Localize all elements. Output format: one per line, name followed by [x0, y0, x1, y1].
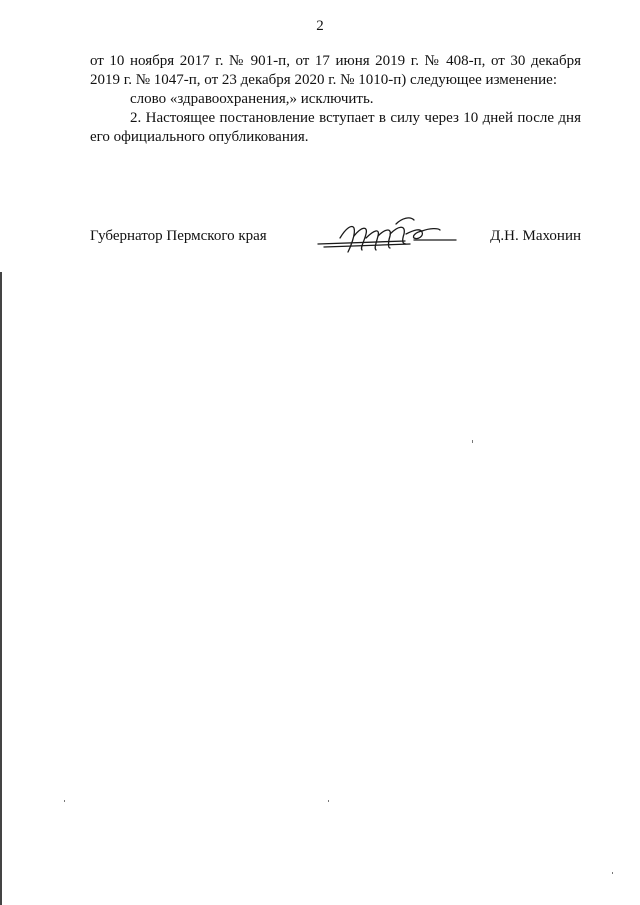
scan-speck: [472, 440, 473, 443]
paragraph-change: слово «здравоохранения,» исключить.: [130, 91, 374, 107]
scan-speck: [64, 800, 65, 802]
signatory-name: Д.Н. Махонин: [490, 228, 581, 244]
page-number: 2: [316, 18, 324, 34]
paragraph-continued: от 10 ноября 2017 г. № 901-п, от 17 июня 2019 г. № 408-п, от 30 декабря 2019 г. № 1047-п, от 23 декабря 2020 г. № 1010-п) следующее изменение:: [90, 53, 581, 88]
scan-speck: [328, 800, 329, 802]
signatory-title: Губернатор Пермского края: [90, 228, 267, 244]
scan-speck: [612, 872, 613, 874]
document-body: [90, 52, 581, 147]
signature-block: [90, 228, 581, 268]
paragraph-item-2: 2. Настоящее постановление вступает в силу через 10 дней после дня его официального опубликования.: [90, 110, 581, 145]
scan-edge-line: [0, 272, 2, 905]
handwritten-signature: [310, 214, 460, 258]
